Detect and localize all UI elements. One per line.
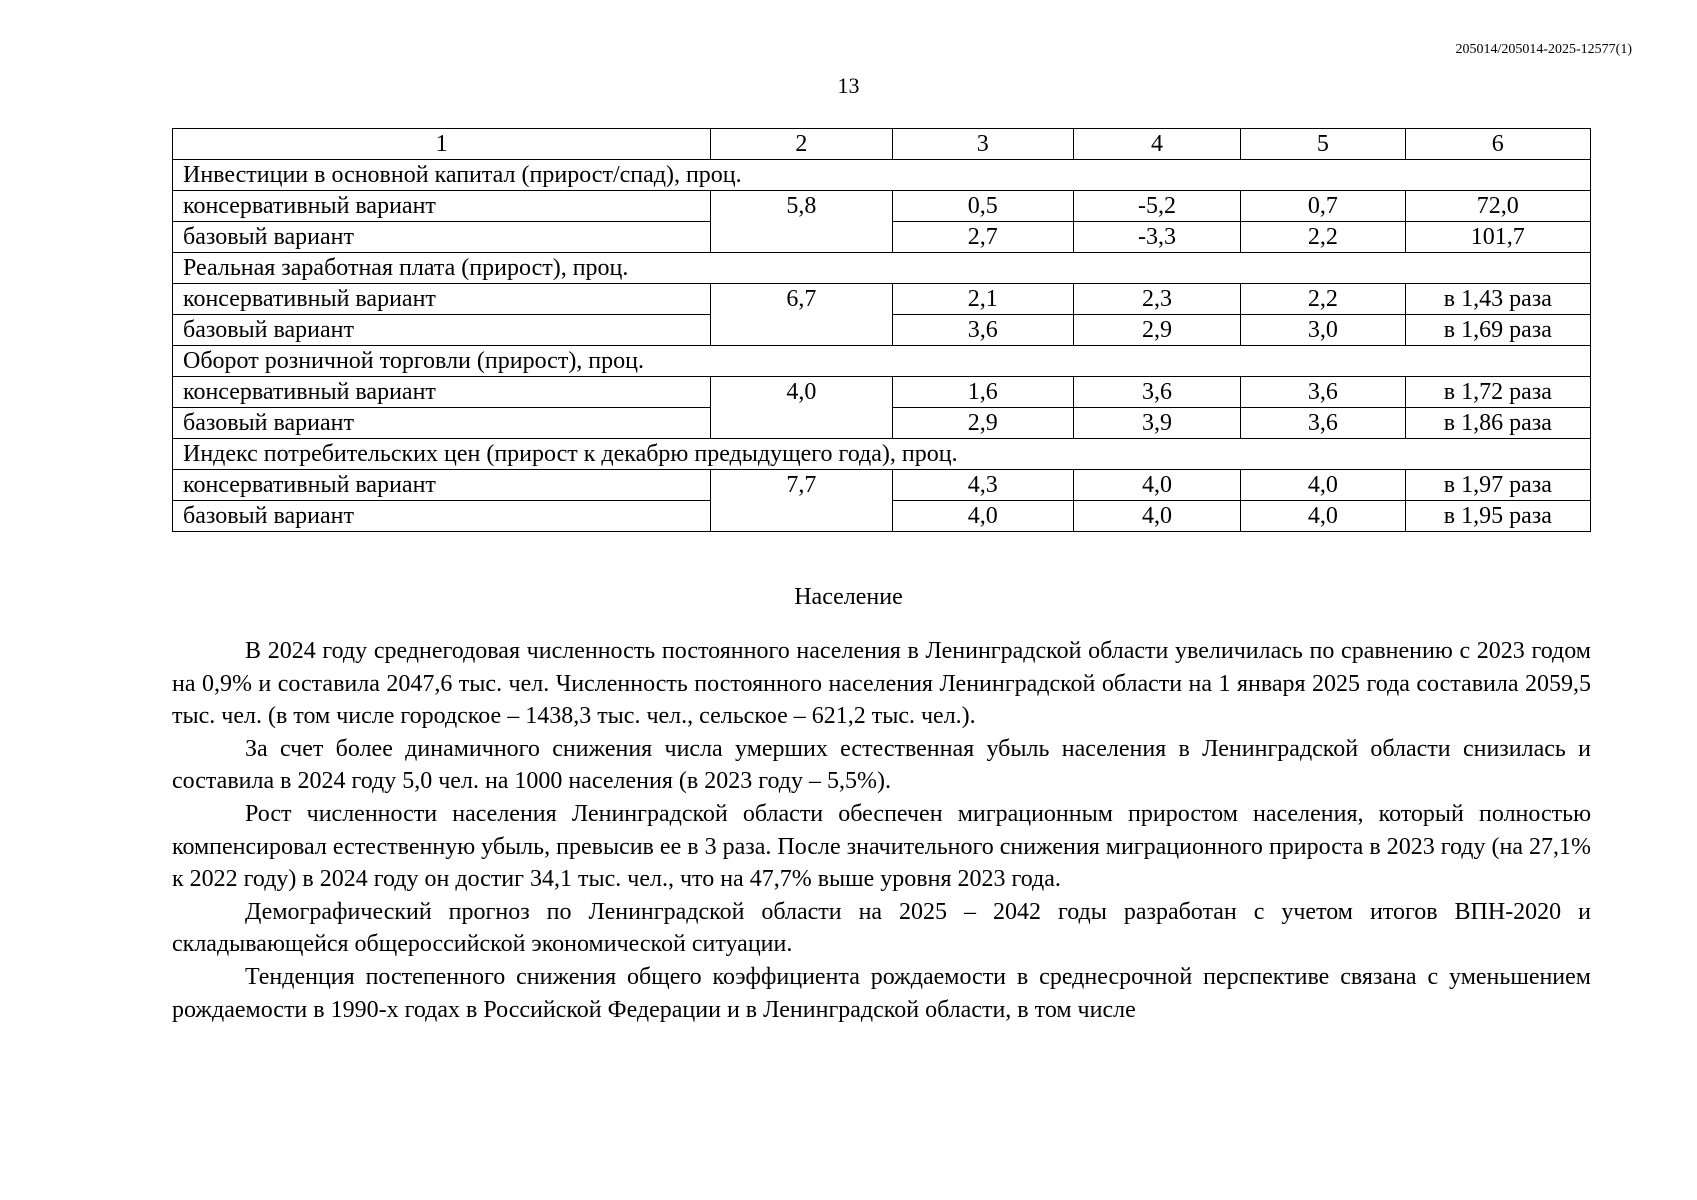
row-label: консервативный вариант: [173, 377, 711, 408]
column-number: 2: [711, 129, 892, 160]
paragraph: За счет более динамичного снижения числа умерших естественная убыль населения в Ленинградской области снизилась и составила в 2024 году 5,0 чел. на 1000 населения (в 2023 году – 5,5%).: [172, 735, 1591, 795]
table-row: [173, 377, 1591, 408]
base-value: 4,0: [711, 377, 892, 439]
row-label: базовый вариант: [173, 501, 711, 532]
row-label: консервативный вариант: [173, 191, 711, 222]
cell-value: -5,2: [1073, 191, 1240, 222]
cell-value: 3,6: [892, 315, 1073, 346]
cell-value: в 1,69 раза: [1405, 315, 1590, 346]
cell-value: в 1,97 раза: [1405, 470, 1590, 501]
cell-value: 4,0: [1241, 470, 1405, 501]
row-label: базовый вариант: [173, 222, 711, 253]
base-value: 7,7: [711, 470, 892, 532]
document-id: 205014/205014-2025-12577(1): [1455, 42, 1632, 57]
row-label: консервативный вариант: [173, 470, 711, 501]
group-title: Реальная заработная плата (прирост), проц.: [173, 253, 1591, 284]
table-header-row: [173, 129, 1591, 160]
cell-value: 2,9: [892, 408, 1073, 439]
paragraph: В 2024 году среднегодовая численность постоянного населения в Ленинградской области увеличилась по сравнению с 2023 годом на 0,9% и составила 2047,6 тыс. чел. Численность постоянного населения Ленинградской области на 1 января 2025 года составила 2059,5 тыс. чел. (в том числе городское – 1438,3 тыс. чел., сельское – 621,2 тыс. чел.).: [172, 638, 1591, 730]
paragraph: Демографический прогноз по Ленинградской области на 2025 – 2042 годы разработан с учетом итогов ВПН-2020 и складывающейся общероссийской экономической ситуации.: [172, 898, 1591, 958]
cell-value: 0,5: [892, 191, 1073, 222]
cell-value: 2,7: [892, 222, 1073, 253]
cell-value: 2,3: [1073, 284, 1240, 315]
cell-value: 3,6: [1241, 408, 1405, 439]
paragraph: Тенденция постепенного снижения общего коэффициента рождаемости в среднесрочной перспективе связана с уменьшением рождаемости в 1990-х годах в Российской Федерации и в Ленинградской области, в том числе: [172, 963, 1591, 1023]
group-title: Оборот розничной торговли (прирост), проц.: [173, 346, 1591, 377]
cell-value: 101,7: [1405, 222, 1590, 253]
group-title-row: [173, 439, 1591, 470]
table-row: [173, 284, 1591, 315]
cell-value: 1,6: [892, 377, 1073, 408]
group-title-row: [173, 160, 1591, 191]
cell-value: 3,9: [1073, 408, 1240, 439]
cell-value: 2,1: [892, 284, 1073, 315]
group-title-row: [173, 253, 1591, 284]
column-number: 1: [173, 129, 711, 160]
cell-value: в 1,95 раза: [1405, 501, 1590, 532]
cell-value: 0,7: [1241, 191, 1405, 222]
table-row: [173, 191, 1591, 222]
paragraph: Рост численности населения Ленинградской области обеспечен миграционным приростом населения, который полностью компенсировал естественную убыль, превысив ее в 3 раза. После значительного снижения миграционного прироста в 2023 году (на 27,1% к 2022 году) в 2024 году он достиг 34,1 тыс. чел., что на 47,7% выше уровня 2023 года.: [172, 800, 1591, 893]
forecast-table: [172, 128, 1591, 532]
section-title: Население: [794, 584, 903, 610]
row-label: консервативный вариант: [173, 284, 711, 315]
cell-value: 2,2: [1241, 222, 1405, 253]
group-title-row: [173, 346, 1591, 377]
cell-value: в 1,72 раза: [1405, 377, 1590, 408]
row-label: базовый вариант: [173, 315, 711, 346]
cell-value: 4,3: [892, 470, 1073, 501]
cell-value: 3,0: [1241, 315, 1405, 346]
page-number: 13: [837, 73, 860, 98]
cell-value: 4,0: [1073, 501, 1240, 532]
base-value: 6,7: [711, 284, 892, 346]
body-text: [172, 635, 1591, 1026]
cell-value: 72,0: [1405, 191, 1590, 222]
cell-value: -3,3: [1073, 222, 1240, 253]
group-title: Индекс потребительских цен (прирост к декабрю предыдущего года), проц.: [173, 439, 1591, 470]
cell-value: 4,0: [892, 501, 1073, 532]
column-number: 3: [892, 129, 1073, 160]
cell-value: 4,0: [1241, 501, 1405, 532]
cell-value: 3,6: [1241, 377, 1405, 408]
base-value: 5,8: [711, 191, 892, 253]
column-number: 5: [1241, 129, 1405, 160]
cell-value: 3,6: [1073, 377, 1240, 408]
column-number: 6: [1405, 129, 1590, 160]
table-row: [173, 470, 1591, 501]
cell-value: в 1,86 раза: [1405, 408, 1590, 439]
row-label: базовый вариант: [173, 408, 711, 439]
column-number: 4: [1073, 129, 1240, 160]
group-title: Инвестиции в основной капитал (прирост/спад), проц.: [173, 160, 1591, 191]
cell-value: 2,9: [1073, 315, 1240, 346]
cell-value: 4,0: [1073, 470, 1240, 501]
cell-value: в 1,43 раза: [1405, 284, 1590, 315]
cell-value: 2,2: [1241, 284, 1405, 315]
